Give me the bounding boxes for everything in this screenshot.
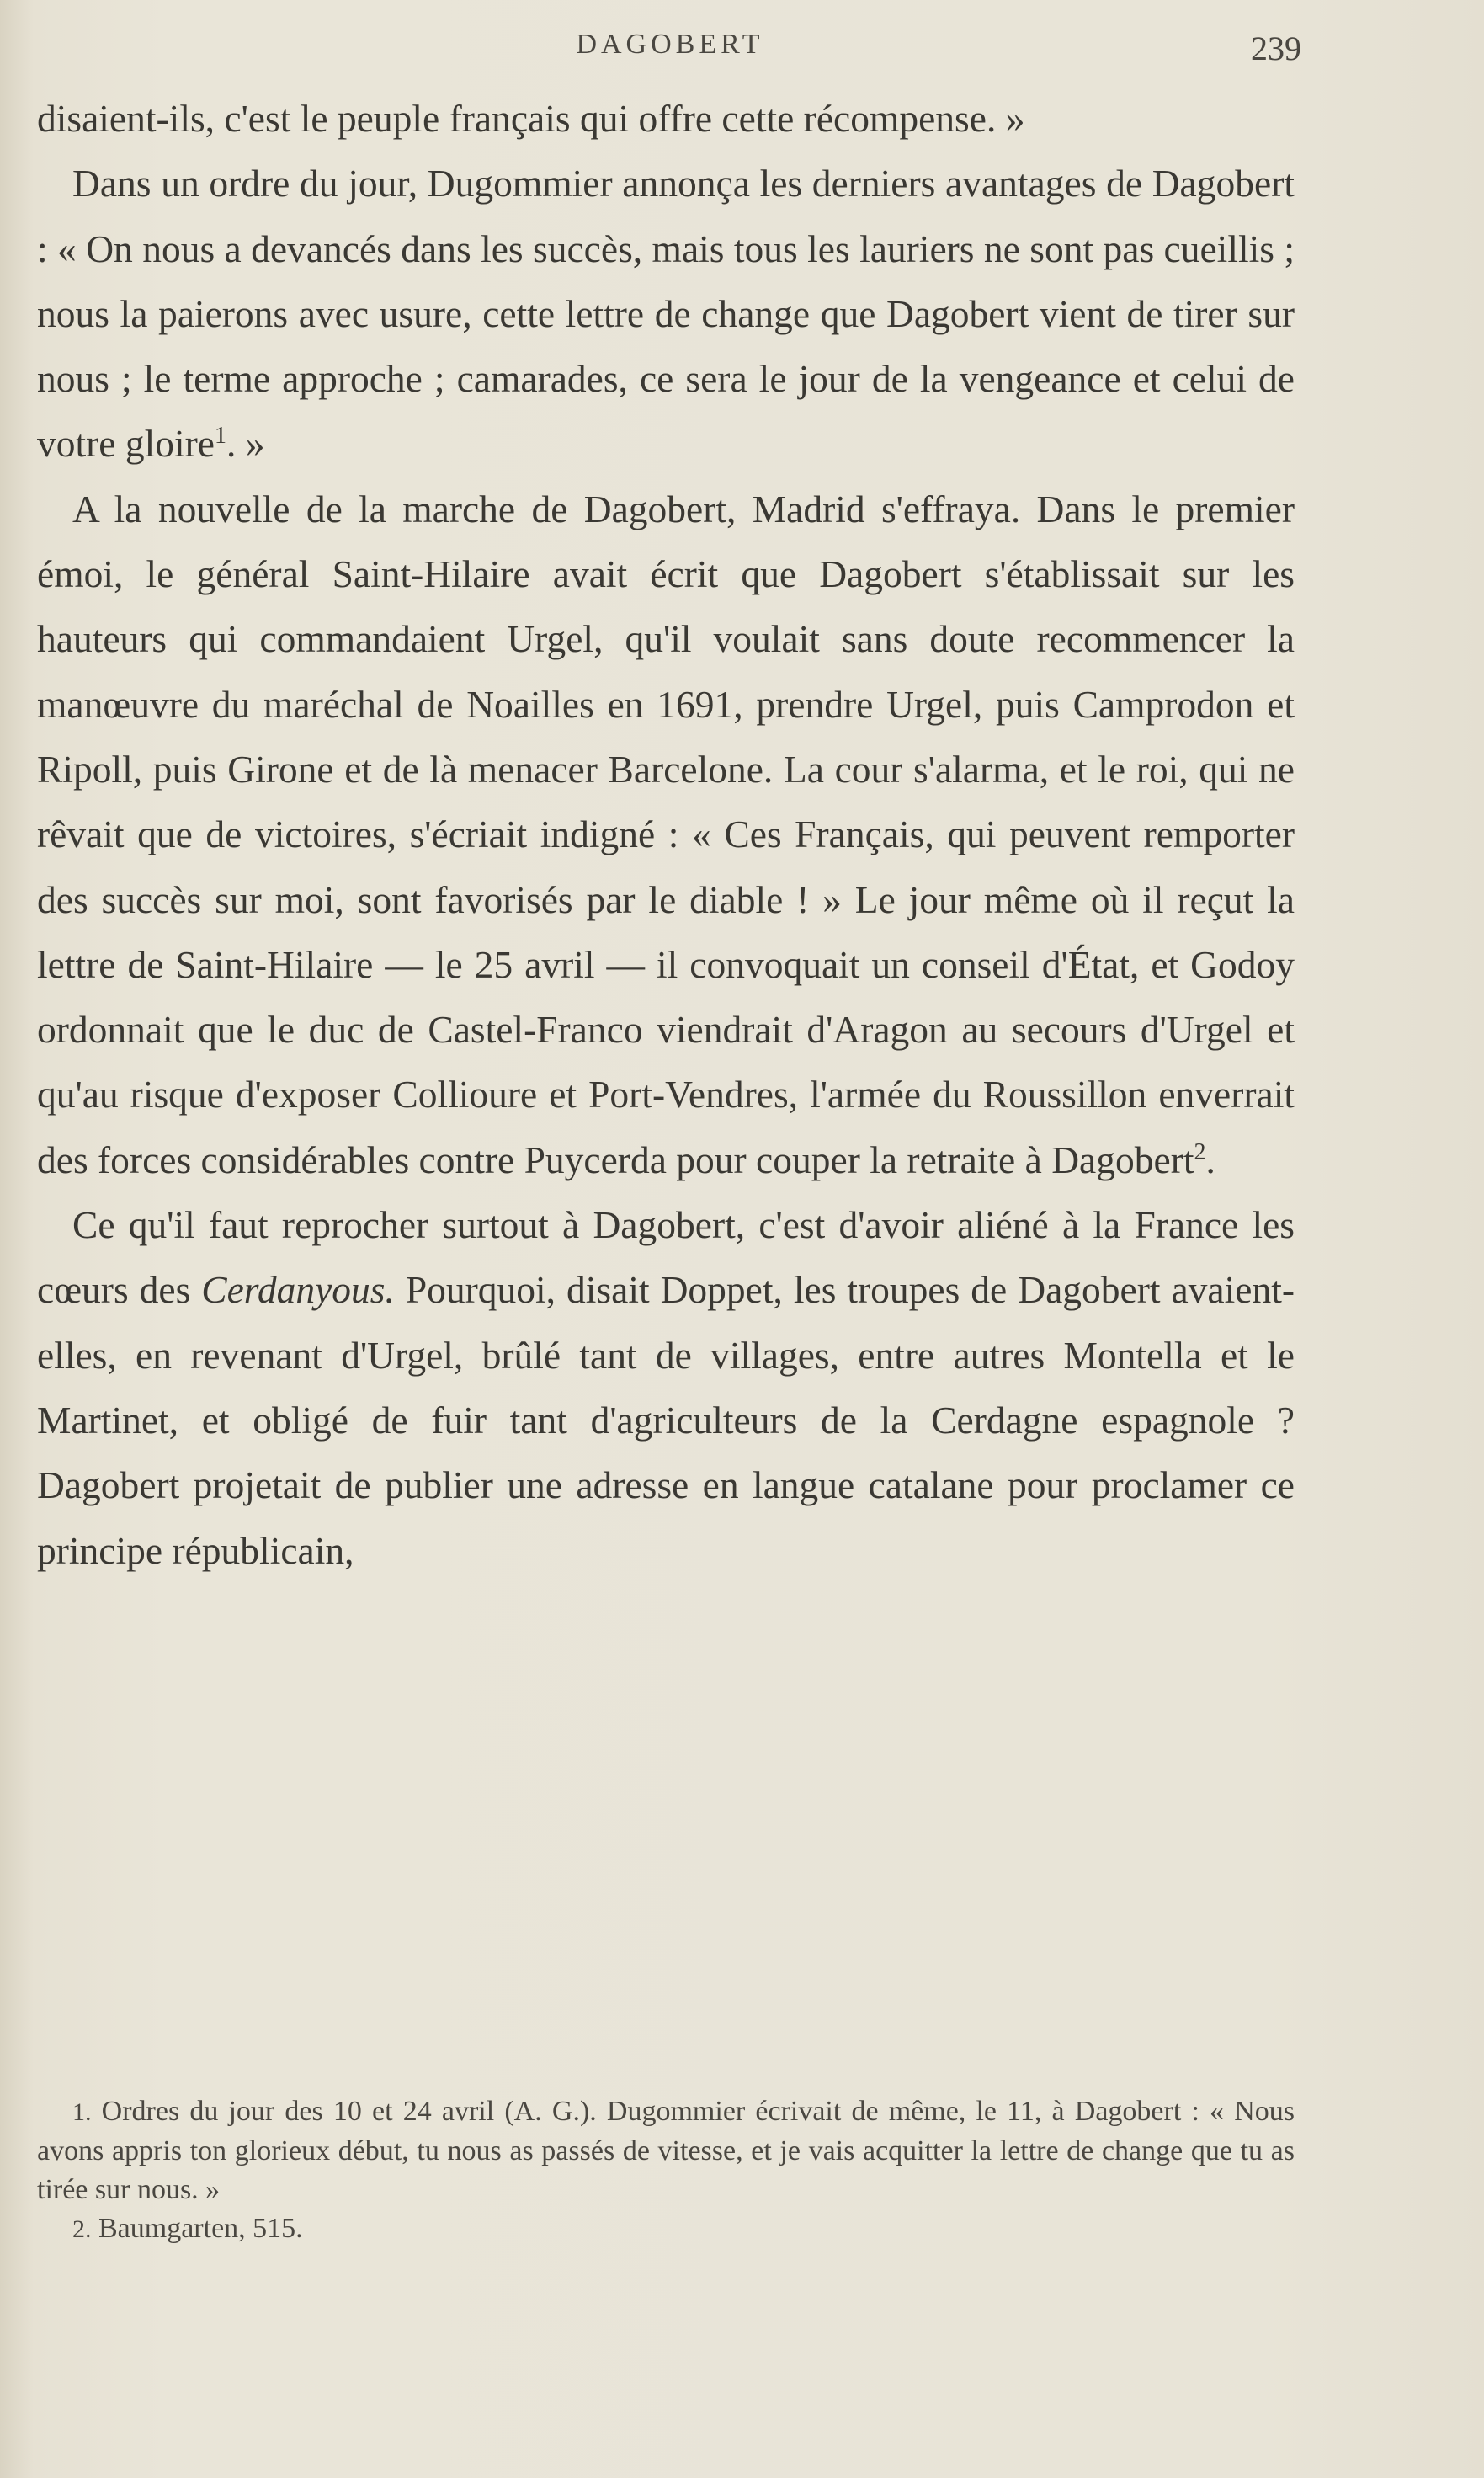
footnotes (37, 2092, 1295, 2249)
paragraph-text-end: . » (226, 422, 265, 466)
footnote-text: Baumgarten, 515. (91, 2213, 303, 2244)
paragraph-reproach (37, 1192, 1295, 1583)
footnote-2 (37, 2209, 1295, 2249)
page-number: 239 (1251, 29, 1301, 67)
running-title: DAGOBERT (576, 29, 764, 60)
paragraph-text: disaient-ils, c'est le peuple français qui offre cette récompense. » (37, 97, 1025, 140)
footnote-number: 1. (72, 2098, 92, 2126)
footnote-number: 2. (72, 2215, 92, 2243)
paragraph-madrid (37, 477, 1295, 1192)
paragraph-dugommier (37, 151, 1295, 476)
paragraph-continuation (37, 86, 1295, 151)
paragraph-text: Dans un ordre du jour, Dugommier annonça les derniers avantages de Dagobert : « On nous a devancés dans les succès, mais tous les lauriers ne sont pas cueillis ; nous la paierons avec usure, cette lettre de change que Dagobert vient de tirer sur nous ; le terme approche ; camarades, ce sera le jour de la vengeance et celui de votre gloire (37, 162, 1295, 466)
paragraph-text: Pourquoi, disait Doppet, les troupes de Dagobert avaient-elles, en revenant d'Urgel, brûlé tant de villages, entre autres Montella et le Martinet, et obligé de fuir tant d'agriculteurs de la Cerdagne espagnole ? Dagobert projetait de publier une adresse en langue catalane pour proclamer ce principe républicain, (37, 1268, 1295, 1572)
paragraph-text: A la nouvelle de la marche de Dagobert, Madrid s'effraya. Dans le premier émoi, le général Saint-Hilaire avait écrit que Dagobert s'établissait sur les hauteurs qui commandaient Urgel, qu'il voulait sans doute recommencer la manœuvre du maréchal de Noailles en 1691, prendre Urgel, puis Camprodon et Ripoll, puis Girone et de là menacer Barcelone. La cour s'alarma, et le roi, qui ne rêvait que de victoires, s'écriait indigné : « Ces Français, qui peuvent remporter des succès sur moi, sont favorisés par le diable ! » Le jour même où il reçut la lettre de Saint-Hilaire — le 25 avril — il convoquait un conseil d'État, et Godoy ordonnait que le duc de Castel-Franco viendrait d'Aragon au secours d'Urgel et qu'au risque d'exposer Collioure et Port-Vendres, l'armée du Roussillon enverrait des forces considérables contre Puycerda pour couper la retraite à Dagobert (37, 487, 1295, 1181)
body-text (37, 86, 1295, 1583)
footnote-ref-1[interactable]: 1 (215, 423, 226, 450)
paragraph-text-end: . (1205, 1138, 1215, 1181)
footnote-1 (37, 2092, 1295, 2209)
footnote-ref-2[interactable]: 2 (1194, 1138, 1206, 1165)
running-header (39, 29, 1301, 71)
footnote-text: Ordres du jour des 10 et 24 avril (A. G.). Dugommier écrivait de même, le 11, à Dagobert : « Nous avons appris ton glorieux début, tu nous as passés de vitesse, et je vais acquitter la lettre de change que tu as tirée sur nous. » (37, 2096, 1295, 2205)
paragraph-text: Ce qu'il faut reprocher surtout à Dagobert, c'est d'avoir aliéné à la France les cœurs des (37, 1203, 1295, 1312)
italic-term: Cerdanyous. (201, 1268, 395, 1312)
